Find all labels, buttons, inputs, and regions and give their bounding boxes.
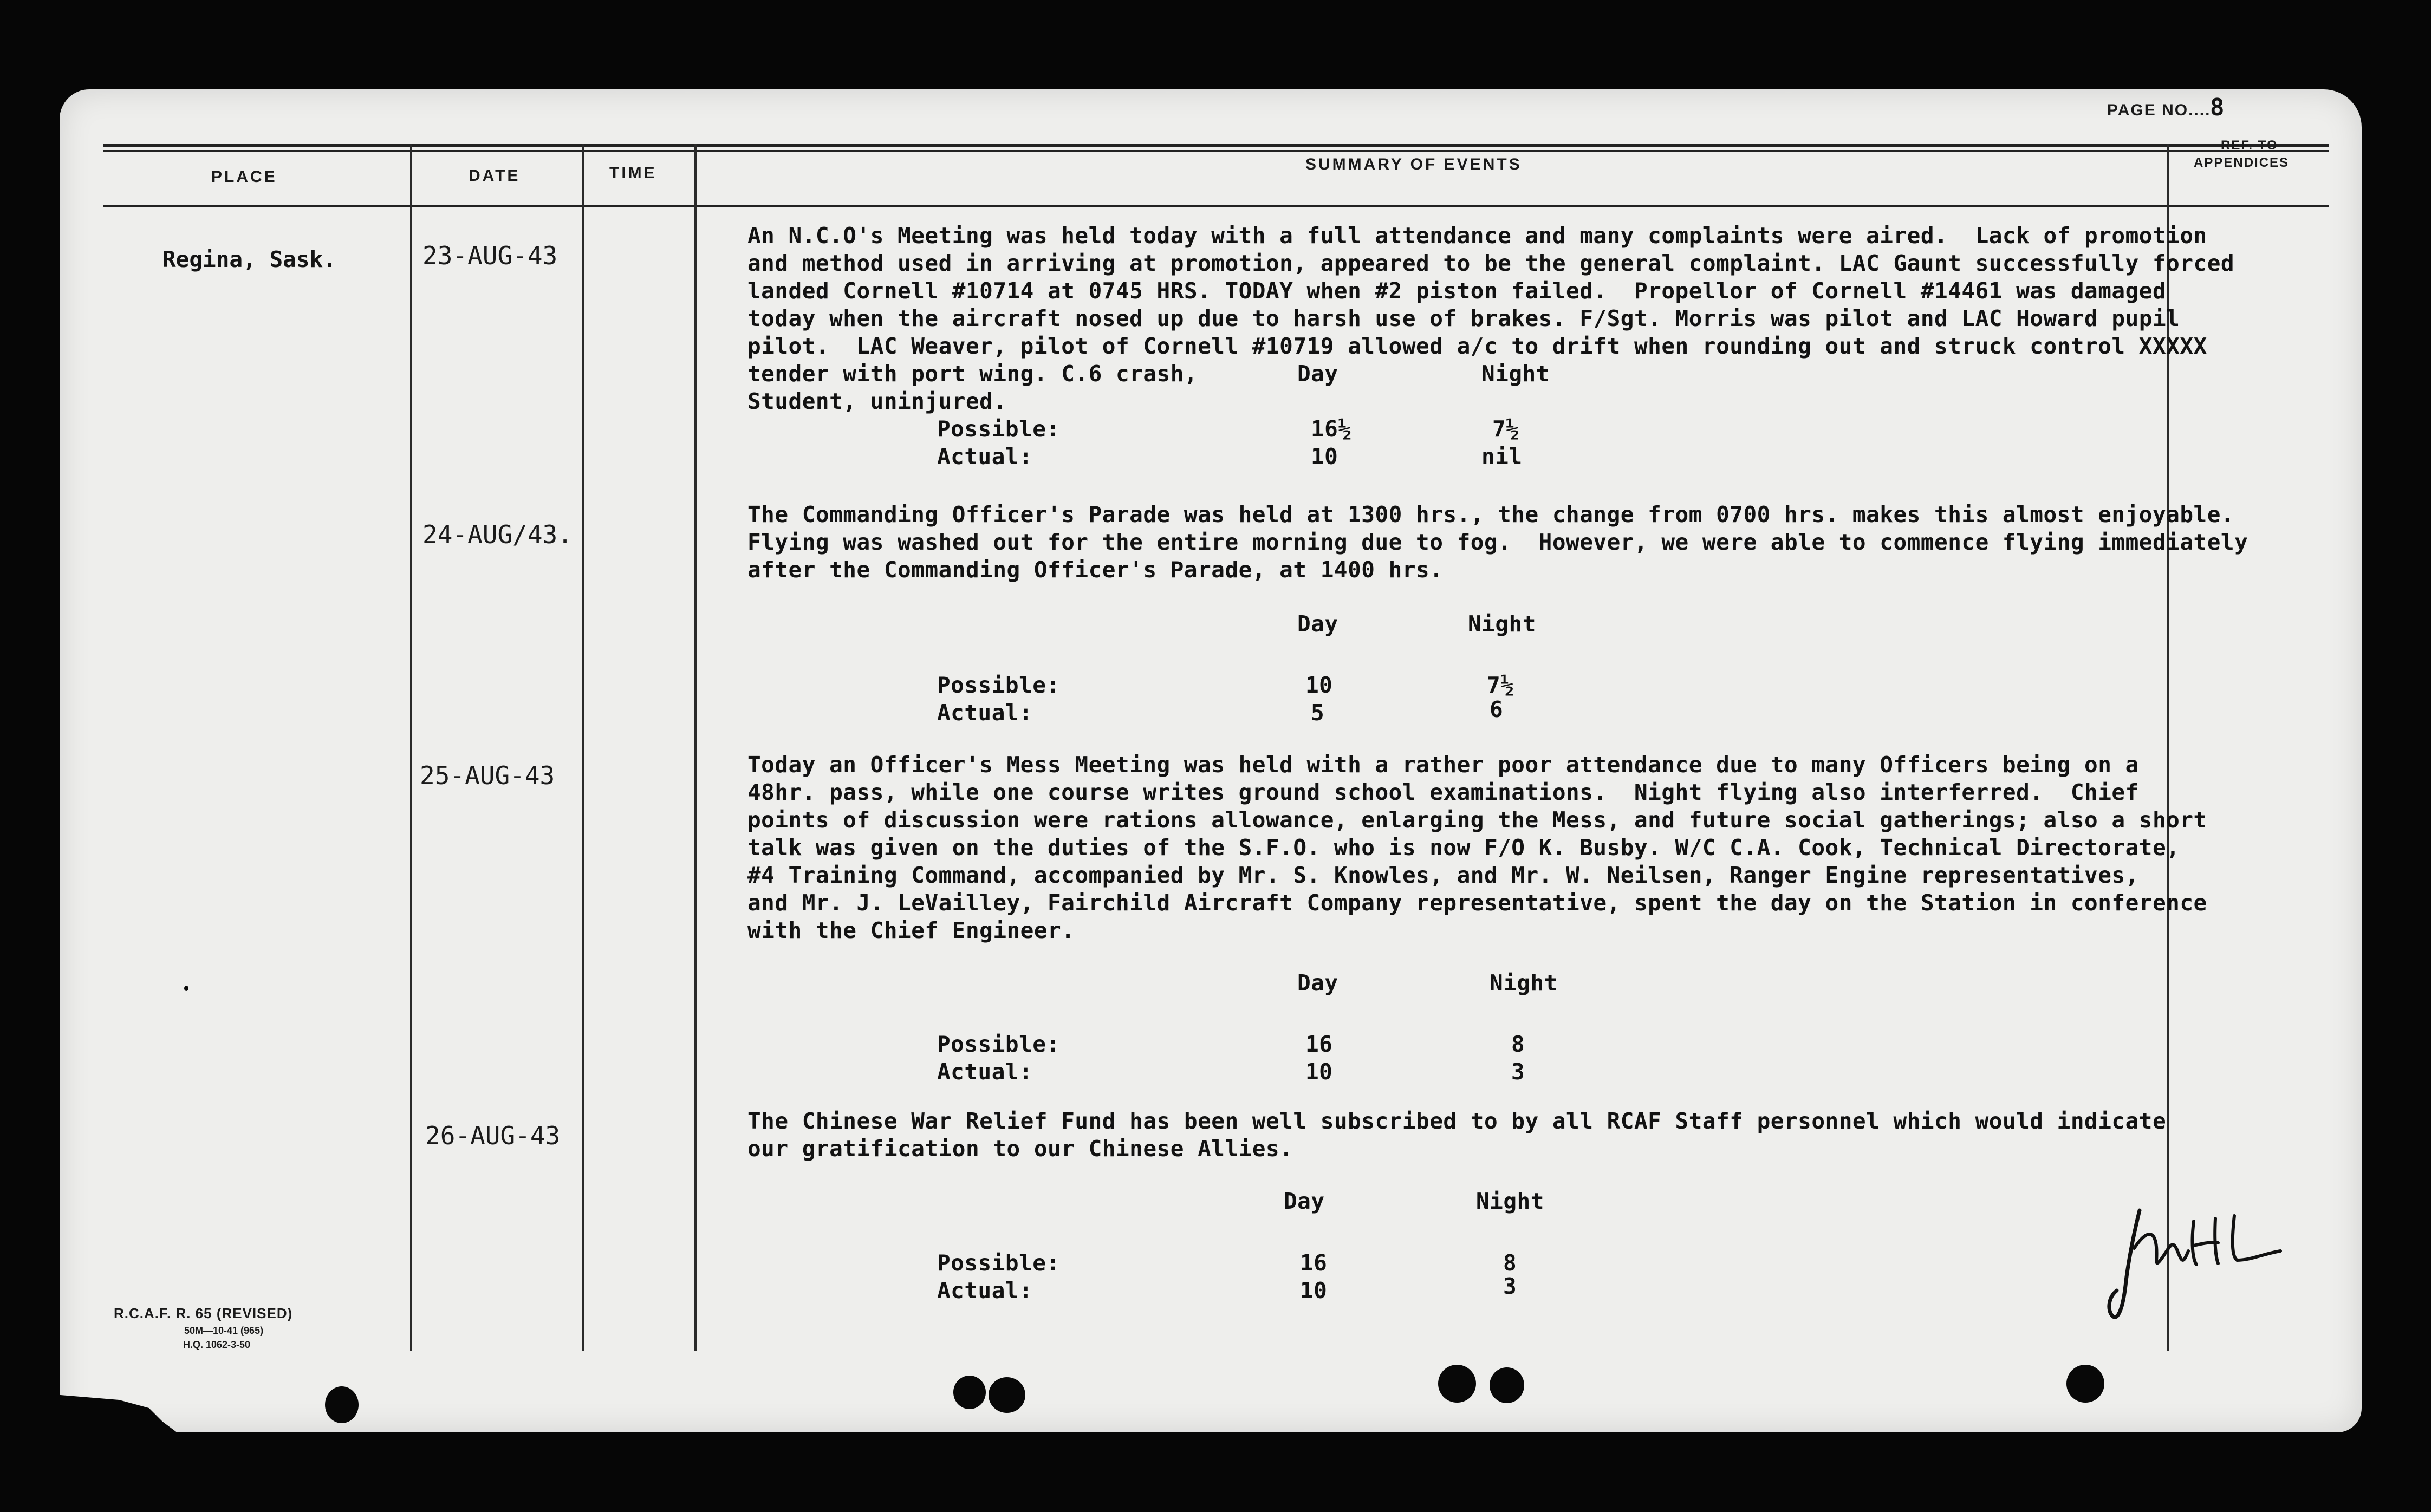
entry-1-actual-day: 10 <box>1311 444 1338 470</box>
entry-1-line-4: today when the aircraft nosed up due to harsh use of brakes. F/Sgt. Morris was pilot and LAC Howard pupil <box>748 305 2180 331</box>
entry-3-line-6: and Mr. J. LeVailley, Fairchild Aircraft Company representative, spent the day on the Station in conference <box>748 890 2207 916</box>
entry-2-line-2: Flying was washed out for the entire morning due to fog. However, we were able to commence flying immediately <box>748 529 2248 555</box>
entry-3-actual-night: 3 <box>1511 1059 1525 1085</box>
entry-2-night-header: Night <box>1468 611 1536 637</box>
entry-3-possible-night: 8 <box>1511 1031 1525 1057</box>
entry-3-possible-label: Possible: <box>937 1031 1060 1057</box>
header-top-rule-2 <box>103 150 2329 152</box>
divider-time-summary <box>694 144 697 1351</box>
entry-2-line-1: The Commanding Officer's Parade was held at 1300 hrs., the change from 0700 hrs. makes this almost enjoyable. <box>748 501 2235 527</box>
entry-4-line-2: our gratification to our Chinese Allies. <box>748 1136 1294 1162</box>
entry-1-line-7: Student, uninjured. <box>748 388 1007 414</box>
punch-hole-3 <box>989 1377 1025 1413</box>
entry-4-night-header: Night <box>1476 1188 1544 1214</box>
entry-1-line-3: landed Cornell #10714 at 0745 HRS. TODAY when #2 piston failed. Propellor of Cornell #14461 was damaged <box>748 278 2167 304</box>
entry-3-day-header: Day <box>1297 970 1338 996</box>
entry-3-line-4: talk was given on the duties of the S.F.O. who is now F/O K. Busby. W/C C.A. Cook, Technical Directorate, <box>748 835 2180 861</box>
entry-3-possible-day: 16 <box>1305 1031 1333 1057</box>
column-header-ref-line1: REF. TO <box>2221 138 2278 153</box>
entry-3-actual-day: 10 <box>1305 1059 1333 1085</box>
page-number-label: PAGE NO.... <box>2107 101 2211 119</box>
place-cell: Regina, Sask. <box>162 246 336 272</box>
entry-3-line-2: 48hr. pass, while one course writes ground school examinations. Night flying also interferred. Chief <box>748 779 2139 805</box>
divider-date-time <box>582 144 584 1351</box>
entry-2-possible-night: 7½ <box>1487 672 1514 698</box>
column-header-place: PLACE <box>211 168 277 186</box>
entry-3-actual-label: Actual: <box>937 1059 1033 1085</box>
divider-place-date <box>410 144 412 1351</box>
entry-3-date: 25-AUG-43 <box>420 761 555 790</box>
entry-1-night-header: Night <box>1481 361 1550 387</box>
column-header-ref-line2: APPENDICES <box>2194 155 2290 170</box>
entry-1-line-1: An N.C.O's Meeting was held today with a full attendance and many complaints were aired. Lack of promotion <box>748 223 2207 249</box>
entry-4-possible-day: 16 <box>1300 1250 1328 1276</box>
entry-4-possible-night: 8 <box>1503 1250 1517 1276</box>
column-header-date: DATE <box>469 167 521 185</box>
entry-4-date: 26-AUG-43 <box>425 1121 561 1150</box>
signature-initials-mark <box>2102 1200 2308 1340</box>
punch-hole-2 <box>953 1376 986 1409</box>
header-top-rule <box>103 144 2329 147</box>
entry-3-line-5: #4 Training Command, accompanied by Mr. S. Knowles, and Mr. W. Neilsen, Ranger Engine representatives, <box>748 862 2139 888</box>
punch-hole-5 <box>1490 1367 1524 1403</box>
entry-3-night-header: Night <box>1490 970 1558 996</box>
stray-mark <box>184 986 188 991</box>
entry-1-actual-night: nil <box>1481 444 1523 470</box>
column-header-time: TIME <box>609 164 657 182</box>
entry-2-actual-night: 6 <box>1490 696 1504 722</box>
form-id-line3: H.Q. 1062-3-50 <box>183 1339 251 1350</box>
entry-1-line-2: and method used in arriving at promotion, appeared to be the general complaint. LAC Gaunt successfully forced <box>748 250 2235 276</box>
entry-2-line-3: after the Commanding Officer's Parade, at 1400 hrs. <box>748 557 1444 583</box>
entry-1-possible-day: 16½ <box>1311 416 1352 442</box>
punch-hole-6 <box>2066 1365 2104 1403</box>
entry-1-possible-label: Possible: <box>937 416 1060 442</box>
diary-card <box>60 89 2362 1432</box>
entry-2-date: 24-AUG/43. <box>422 520 573 549</box>
entry-3-line-3: points of discussion were rations allowance, enlarging the Mess, and future social gatherings; also a short <box>748 807 2207 833</box>
entry-1-possible-night: 7½ <box>1492 416 1520 442</box>
entry-4-actual-day: 10 <box>1300 1278 1328 1304</box>
entry-4-actual-night: 3 <box>1503 1273 1517 1299</box>
entry-1-actual-label: Actual: <box>937 444 1033 470</box>
header-bottom-rule <box>103 205 2329 207</box>
form-id-line2: 50M—10-41 (965) <box>184 1325 264 1336</box>
entry-2-possible-day: 10 <box>1305 672 1333 698</box>
entry-1-line-6: tender with port wing. C.6 crash, <box>748 361 1198 387</box>
entry-2-possible-label: Possible: <box>937 672 1060 698</box>
entry-4-line-1: The Chinese War Relief Fund has been well subscribed to by all RCAF Staff personnel which would indicate <box>748 1108 2167 1134</box>
torn-corner <box>54 1362 249 1438</box>
entry-4-day-header: Day <box>1284 1188 1325 1214</box>
entry-1-day-header: Day <box>1297 361 1338 387</box>
page-number-value: 8 <box>2210 94 2225 121</box>
form-id-line1: R.C.A.F. R. 65 (REVISED) <box>114 1305 293 1321</box>
entry-4-possible-label: Possible: <box>937 1250 1060 1276</box>
entry-1-line-5: pilot. LAC Weaver, pilot of Cornell #10719 allowed a/c to drift when rounding out and struck control XXXXX <box>748 333 2207 359</box>
punch-hole-4 <box>1438 1365 1476 1403</box>
entry-2-actual-day: 5 <box>1311 700 1325 726</box>
entry-3-line-1: Today an Officer's Mess Meeting was held with a rather poor attendance due to many Officers being on a <box>748 752 2139 778</box>
entry-4-actual-label: Actual: <box>937 1278 1033 1304</box>
punch-hole-1 <box>325 1386 359 1423</box>
column-header-summary: SUMMARY OF EVENTS <box>1305 155 1522 173</box>
entry-1-date: 23-AUG-43 <box>422 241 558 270</box>
entry-2-day-header: Day <box>1297 611 1338 637</box>
entry-2-actual-label: Actual: <box>937 700 1033 726</box>
entry-3-line-7: with the Chief Engineer. <box>748 917 1075 943</box>
